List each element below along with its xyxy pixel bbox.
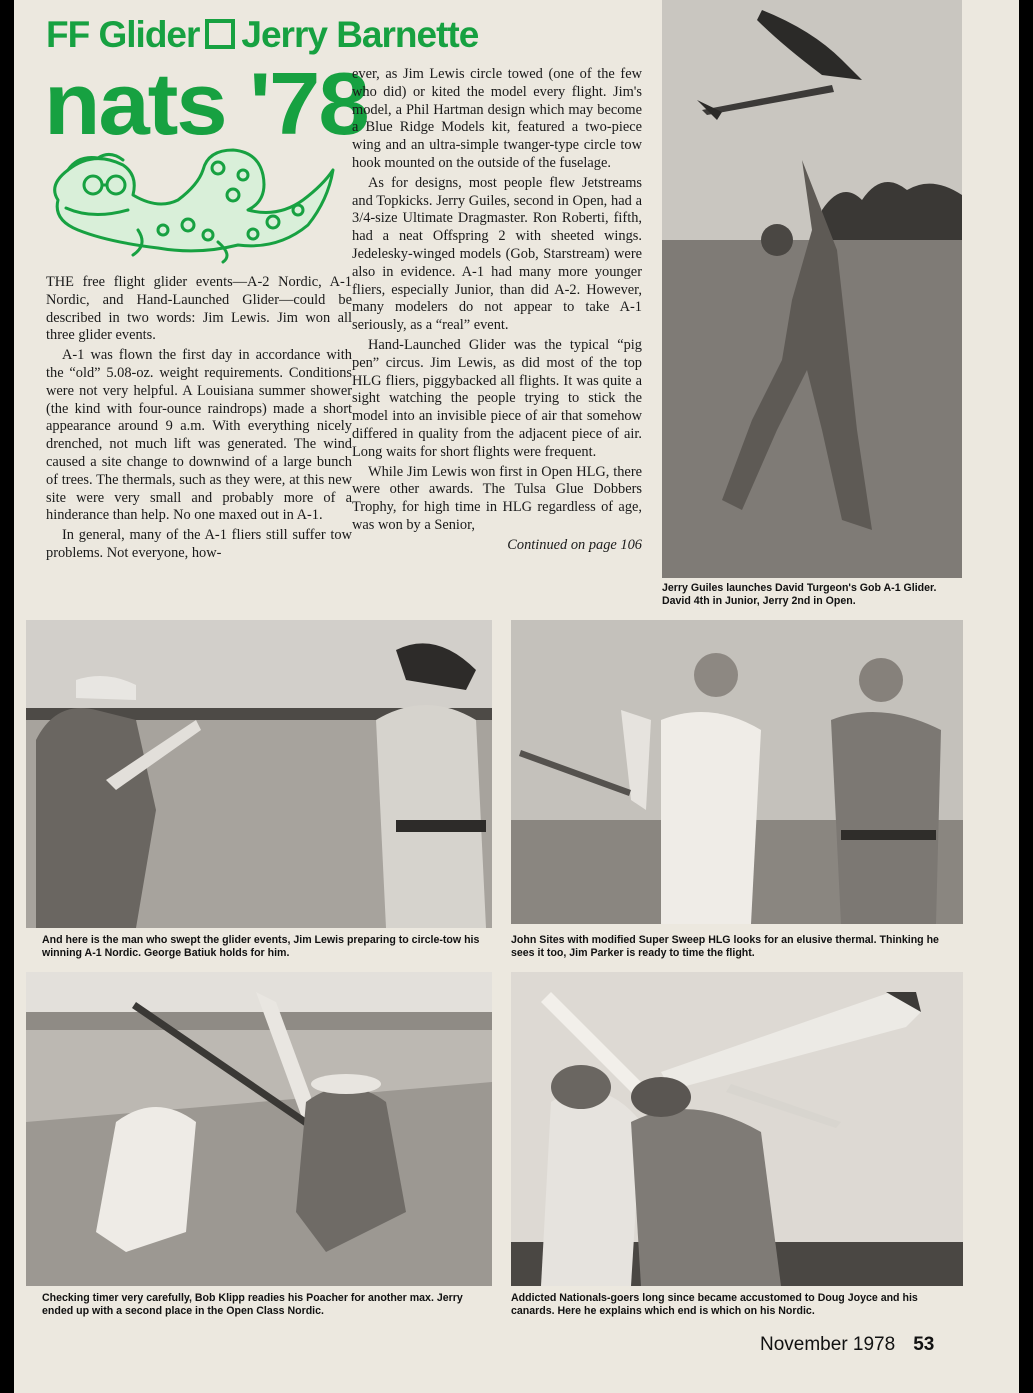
continued-note: Continued on page 106	[507, 536, 642, 553]
paragraph: ever, as Jim Lewis circle towed (one of the few who did) or kited the model every flight. Jim's model, a Phil Hartman design which may become a Blue Ridge Models kit, featured a two-piece wing and an ultra-simple twanger-type circle tow hook mounted on the outside of the fuselage.	[352, 66, 642, 171]
page-footer	[760, 1334, 934, 1356]
department-header	[46, 14, 478, 56]
paragraph: THE free flight glider events—A-2 Nordic, A-1 Nordic, and Hand-Launched Glider—could be described in two words: Jim Lewis. Jim won all three glider events.	[46, 274, 352, 344]
paragraph: Hand-Launched Glider was the typical “pig pen” circus. Jim Lewis, as did most of the top HLG fliers, piggybacked all flights. It was quite a sight watching the people trying to stick the model into an invisible piece of air that somehow differed in quality from the adjacent piece of air. Long waits for short flights were frequent.	[352, 336, 642, 460]
department-label: FF Glider	[46, 14, 200, 55]
paragraph: While Jim Lewis won first in Open HLG, there were other awards. The Tulsa Glue Dobbers Trophy, for high time in HLG regardless of age, was won by a Senior,	[352, 463, 642, 533]
caption-top-right: Jerry Guiles launches David Turgeon's Gob A-1 Glider. David 4th in Junior, Jerry 2nd in Open.	[662, 582, 937, 607]
text-column-1	[46, 274, 352, 565]
photo-john-sites	[511, 620, 963, 924]
caption-mid-left: And here is the man who swept the glider events, Jim Lewis preparing to circle-tow his winning A-1 Nordic. George Batiuk holds for him.	[42, 934, 480, 959]
paragraph: A-1 was flown the first day in accordance with the “old” 5.08-oz. weight requirements. Conditions were not very helpful. A Louisiana summer shower (the kind with four-ounce raindrops) made a short appearance around 9 a.m. With everything nicely drenched, not much lift was generated. The wind caused a site change to downwind of a large bunch of trees. The thermals, such as they were, at this new site were very small and probably more of a hinderance than help. No one maxed out in A-1.	[46, 347, 352, 524]
magazine-page	[14, 0, 1019, 1393]
caption-bottom-right: Addicted Nationals-goers long since became accustomed to Doug Joyce and his canards. Here he explains which end is which on his Nordic.	[511, 1292, 918, 1317]
caption-mid-right: John Sites with modified Super Sweep HLG looks for an elusive thermal. Thinking he sees it too, Jim Parker is ready to time the flight.	[511, 934, 939, 959]
photo-jim-lewis	[26, 620, 492, 928]
text-column-2	[352, 66, 642, 555]
photo-bob-klipp	[26, 972, 492, 1286]
author-name: Jerry Barnette	[241, 14, 479, 55]
page-number: 53	[913, 1334, 935, 1355]
photo-glider-launch	[662, 0, 962, 578]
separator-box-icon	[205, 19, 235, 49]
caption-bottom-left: Checking timer very carefully, Bob Klipp readies his Poacher for another max. Jerry ended up with a second place in the Open Class Nordic.	[42, 1292, 463, 1317]
photo-doug-joyce	[511, 972, 963, 1286]
issue-date: November 1978	[760, 1334, 896, 1355]
paragraph: As for designs, most people flew Jetstreams and Topkicks. Jerry Guiles, second in Open, had a 3/4-size Ultimate Dragmaster. Ron Roberti, fifth, had a neat Offspring 2 with sheeted wings. Jedelesky-winged models (Gob, Starstream) were also in evidence. A-1 had many more younger fliers, especially Junior, than did A-2. However, many modelers do not appear to take A-1 seriously, as a “real” event.	[352, 174, 642, 334]
alligator-cartoon-icon	[38, 130, 338, 265]
article-title: nats '78	[44, 54, 368, 153]
paragraph: In general, many of the A-1 fliers still suffer tow problems. Not everyone, how-	[46, 527, 352, 561]
